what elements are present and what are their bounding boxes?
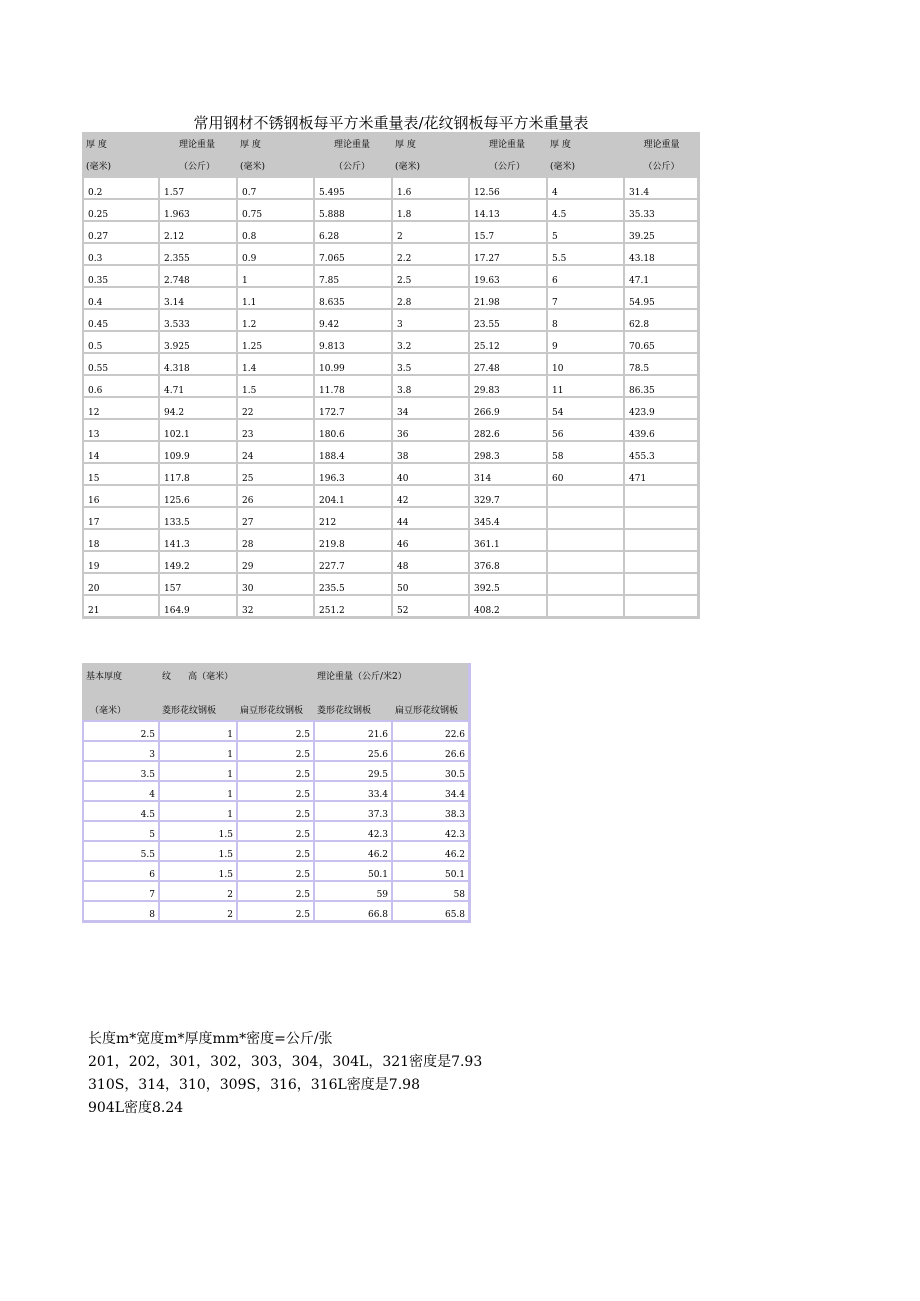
table-cell: 56	[546, 418, 623, 440]
table-cell: 46.2	[391, 840, 468, 860]
table-cell: 0.4	[82, 286, 158, 308]
table-cell: 30	[236, 572, 313, 594]
table-row	[82, 550, 700, 572]
table-cell: 16	[82, 484, 158, 506]
table-row	[82, 418, 700, 440]
table-cell: 34	[391, 396, 468, 418]
table-cell: 21.6	[313, 720, 391, 740]
header-cell: (毫米)	[391, 154, 468, 176]
table-cell: 8	[546, 308, 623, 330]
table-cell: 172.7	[313, 396, 391, 418]
table-cell: 5.495	[313, 176, 391, 198]
table-row	[82, 572, 700, 594]
header-cell: （毫米）	[82, 687, 158, 720]
table-row	[82, 484, 700, 506]
table-cell: 58	[391, 880, 468, 900]
table-cell: 3	[391, 308, 468, 330]
table-cell: 4	[546, 176, 623, 198]
table-row	[82, 740, 468, 760]
table-row	[82, 900, 468, 920]
table-cell: 65.8	[391, 900, 468, 920]
table-cell: 17	[82, 506, 158, 528]
table-cell: 25.6	[313, 740, 391, 760]
table-cell: 21.98	[468, 286, 546, 308]
table-cell: 13	[82, 418, 158, 440]
table-cell: 58	[546, 440, 623, 462]
table-cell: 1.25	[236, 330, 313, 352]
table-cell: 125.6	[158, 484, 236, 506]
table-cell: 86.35	[623, 374, 700, 396]
header-cell: 菱形花纹钢板	[313, 687, 391, 720]
table-cell: 42.3	[313, 820, 391, 840]
table-cell: 1.4	[236, 352, 313, 374]
header-cell: （公斤）	[313, 154, 391, 176]
table-cell: 46	[391, 528, 468, 550]
table-cell: 26.6	[391, 740, 468, 760]
table-cell: 1.2	[236, 308, 313, 330]
table-cell: 42.3	[391, 820, 468, 840]
table-row	[82, 220, 700, 242]
table-cell: 47.1	[623, 264, 700, 286]
header-cell: （公斤）	[623, 154, 700, 176]
header-cell: 厚 度	[82, 132, 158, 154]
table-cell: 7	[82, 880, 158, 900]
table-cell: 141.3	[158, 528, 236, 550]
table-cell: 1	[158, 740, 236, 760]
table-cell: 0.35	[82, 264, 158, 286]
table-cell: 3.5	[82, 760, 158, 780]
table-cell: 70.65	[623, 330, 700, 352]
table-cell: 1.1	[236, 286, 313, 308]
table-cell	[623, 594, 700, 619]
table-cell: 376.8	[468, 550, 546, 572]
table-cell: 8	[82, 900, 158, 920]
table-row	[82, 242, 700, 264]
table-cell: 22.6	[391, 720, 468, 740]
table-cell: 219.8	[313, 528, 391, 550]
density-notes	[88, 1028, 482, 1120]
table-cell: 345.4	[468, 506, 546, 528]
table-cell: 23	[236, 418, 313, 440]
table-cell: 423.9	[623, 396, 700, 418]
table-cell: 392.5	[468, 572, 546, 594]
table-cell: 11	[546, 374, 623, 396]
table-cell: 408.2	[468, 594, 546, 619]
table-header-row	[82, 154, 700, 176]
table-row	[82, 374, 700, 396]
table-cell: 31.4	[623, 176, 700, 198]
table-row	[82, 528, 700, 550]
table-cell: 42	[391, 484, 468, 506]
header-cell-base-thickness: 基本厚度	[82, 663, 158, 687]
table-cell: 54	[546, 396, 623, 418]
table-cell: 109.9	[158, 440, 236, 462]
header-cell: 理论重量	[158, 132, 236, 154]
table-cell	[623, 572, 700, 594]
table-cell: 10.99	[313, 352, 391, 374]
table-cell: 6	[546, 264, 623, 286]
table-cell: 26	[236, 484, 313, 506]
table-row	[82, 840, 468, 860]
table-cell: 5	[546, 220, 623, 242]
table-cell: 54.95	[623, 286, 700, 308]
table-cell	[623, 528, 700, 550]
table-cell: 204.1	[313, 484, 391, 506]
table-row	[82, 506, 700, 528]
table-cell: 2.5	[236, 840, 313, 860]
table-cell: 9.42	[313, 308, 391, 330]
table-row	[82, 462, 700, 484]
note-line: 904L密度8.24	[88, 1100, 184, 1116]
table-cell: 471	[623, 462, 700, 484]
table-header-row	[82, 132, 700, 154]
header-cell: （公斤）	[158, 154, 236, 176]
table-cell: 2.5	[236, 880, 313, 900]
table-cell: 78.5	[623, 352, 700, 374]
table-cell: 149.2	[158, 550, 236, 572]
table-cell: 1.5	[158, 820, 236, 840]
table-cell: 15	[82, 462, 158, 484]
table-cell: 34.4	[391, 780, 468, 800]
table-cell: 12	[82, 396, 158, 418]
table-cell: 329.7	[468, 484, 546, 506]
table-cell: 455.3	[623, 440, 700, 462]
table-cell: 50.1	[391, 860, 468, 880]
table-cell: 60	[546, 462, 623, 484]
table-cell: 282.6	[468, 418, 546, 440]
table-cell: 50	[391, 572, 468, 594]
table-cell: 33.4	[313, 780, 391, 800]
table-cell: 2.5	[391, 264, 468, 286]
table-cell: 9.813	[313, 330, 391, 352]
header-cell: 菱形花纹钢板	[158, 687, 236, 720]
table-cell: 2.2	[391, 242, 468, 264]
checkered-plate-weight-table	[82, 663, 471, 923]
table-cell: 1	[158, 760, 236, 780]
table-cell: 133.5	[158, 506, 236, 528]
table-cell: 2.5	[236, 760, 313, 780]
table-cell: 4.71	[158, 374, 236, 396]
table-cell: 22	[236, 396, 313, 418]
stainless-weight-table	[82, 132, 700, 619]
table-cell: 2.5	[236, 900, 313, 920]
table-cell: 3	[82, 740, 158, 760]
table-cell	[623, 484, 700, 506]
table-cell: 1.8	[391, 198, 468, 220]
table-cell	[546, 572, 623, 594]
table-cell: 27	[236, 506, 313, 528]
table-cell: 4.5	[82, 800, 158, 820]
table-cell: 0.45	[82, 308, 158, 330]
page-title: 常用钢材不锈钢板每平方米重量表/花纹钢板每平方米重量表	[193, 114, 589, 132]
header-cell: 厚 度	[236, 132, 313, 154]
table-cell: 36	[391, 418, 468, 440]
table-row	[82, 800, 468, 820]
table-cell: 5.5	[82, 840, 158, 860]
table-cell: 266.9	[468, 396, 546, 418]
table-cell: 0.25	[82, 198, 158, 220]
table-cell: 14.13	[468, 198, 546, 220]
table-cell: 439.6	[623, 418, 700, 440]
table-cell: 1.57	[158, 176, 236, 198]
table-cell: 1	[236, 264, 313, 286]
table-cell	[546, 506, 623, 528]
table-cell: 2.8	[391, 286, 468, 308]
table-cell: 0.5	[82, 330, 158, 352]
header-cell: 理论重量	[313, 132, 391, 154]
table-cell: 38	[391, 440, 468, 462]
table-cell: 24	[236, 440, 313, 462]
table-cell: 2.5	[236, 800, 313, 820]
table-cell: 314	[468, 462, 546, 484]
table-cell: 0.7	[236, 176, 313, 198]
table-cell: 1.5	[236, 374, 313, 396]
table-cell: 3.5	[391, 352, 468, 374]
table-cell: 7	[546, 286, 623, 308]
table-cell: 6	[82, 860, 158, 880]
table-cell: 8.635	[313, 286, 391, 308]
table-cell: 43.18	[623, 242, 700, 264]
table-cell: 15.7	[468, 220, 546, 242]
table-cell: 1.963	[158, 198, 236, 220]
table-cell: 39.25	[623, 220, 700, 242]
header-cell: 理论重量	[468, 132, 546, 154]
header-cell-theoretical-weight: 理论重量（公斤/米2）	[313, 663, 468, 687]
note-line: 201，202，301，302，303，304，304L，321密度是7.93	[88, 1054, 483, 1070]
table-cell: 2.5	[236, 860, 313, 880]
table-cell: 0.55	[82, 352, 158, 374]
table-cell: 227.7	[313, 550, 391, 572]
table-cell: 3.8	[391, 374, 468, 396]
table-row	[82, 880, 468, 900]
table-cell: 251.2	[313, 594, 391, 619]
table-cell: 29.5	[313, 760, 391, 780]
table-cell: 0.27	[82, 220, 158, 242]
table-cell: 2.5	[236, 780, 313, 800]
table-cell: 1.5	[158, 840, 236, 860]
table-cell: 30.5	[391, 760, 468, 780]
header-cell: 厚 度	[391, 132, 468, 154]
table-cell: 19	[82, 550, 158, 572]
table-cell: 2.12	[158, 220, 236, 242]
table-cell: 23.55	[468, 308, 546, 330]
table-cell: 11.78	[313, 374, 391, 396]
table-cell: 12.56	[468, 176, 546, 198]
table-cell: 157	[158, 572, 236, 594]
table-row	[82, 308, 700, 330]
table-cell: 0.8	[236, 220, 313, 242]
table-row	[82, 440, 700, 462]
table-cell: 25	[236, 462, 313, 484]
table-cell: 59	[313, 880, 391, 900]
table-cell: 0.9	[236, 242, 313, 264]
table-cell: 196.3	[313, 462, 391, 484]
table-row	[82, 594, 700, 619]
header-cell: 理论重量	[623, 132, 700, 154]
table-row	[82, 860, 468, 880]
table-cell	[623, 506, 700, 528]
table-cell: 7.065	[313, 242, 391, 264]
table-cell: 0.2	[82, 176, 158, 198]
table-cell: 3.925	[158, 330, 236, 352]
table-cell: 27.48	[468, 352, 546, 374]
header-cell: (毫米)	[546, 154, 623, 176]
table-cell: 2.5	[236, 720, 313, 740]
table-cell: 18	[82, 528, 158, 550]
header-cell: 扁豆形花纹钢板	[236, 687, 313, 720]
table-cell: 94.2	[158, 396, 236, 418]
table-cell: 1	[158, 720, 236, 740]
table-cell: 3.533	[158, 308, 236, 330]
table-cell: 21	[82, 594, 158, 619]
table-cell: 44	[391, 506, 468, 528]
header-cell: (毫米)	[236, 154, 313, 176]
table-cell: 164.9	[158, 594, 236, 619]
table-cell	[546, 594, 623, 619]
table-cell: 4.318	[158, 352, 236, 374]
table-cell: 66.8	[313, 900, 391, 920]
table-cell	[623, 550, 700, 572]
table-cell: 3.2	[391, 330, 468, 352]
table-cell: 10	[546, 352, 623, 374]
table-cell: 212	[313, 506, 391, 528]
table-cell: 0.3	[82, 242, 158, 264]
table-cell: 1	[158, 780, 236, 800]
table-row	[82, 352, 700, 374]
table-cell: 2	[158, 880, 236, 900]
table-cell: 4	[82, 780, 158, 800]
table-cell: 62.8	[623, 308, 700, 330]
table-cell: 5.888	[313, 198, 391, 220]
table-cell: 0.6	[82, 374, 158, 396]
header-cell: （公斤）	[468, 154, 546, 176]
table-cell: 298.3	[468, 440, 546, 462]
table-cell: 20	[82, 572, 158, 594]
table-cell: 1.5	[158, 860, 236, 880]
table-cell: 46.2	[313, 840, 391, 860]
table-cell: 5	[82, 820, 158, 840]
table-cell: 2.748	[158, 264, 236, 286]
table-row	[82, 820, 468, 840]
table-row	[82, 176, 700, 198]
table-cell: 3.14	[158, 286, 236, 308]
table-cell: 29.83	[468, 374, 546, 396]
table-cell: 6.28	[313, 220, 391, 242]
table-cell: 2	[158, 900, 236, 920]
table-cell: 188.4	[313, 440, 391, 462]
table-cell: 102.1	[158, 418, 236, 440]
table-cell: 361.1	[468, 528, 546, 550]
table-cell: 37.3	[313, 800, 391, 820]
table-cell: 2	[391, 220, 468, 242]
table-cell: 48	[391, 550, 468, 572]
table-cell: 2.5	[236, 740, 313, 760]
table-cell: 29	[236, 550, 313, 572]
table-cell: 52	[391, 594, 468, 619]
table-cell: 0.75	[236, 198, 313, 220]
table-cell	[546, 528, 623, 550]
table-cell: 50.1	[313, 860, 391, 880]
table-cell: 14	[82, 440, 158, 462]
table-cell: 7.85	[313, 264, 391, 286]
table-cell: 9	[546, 330, 623, 352]
table-cell: 180.6	[313, 418, 391, 440]
table-cell: 235.5	[313, 572, 391, 594]
table-cell: 17.27	[468, 242, 546, 264]
table-header-row	[82, 687, 468, 720]
table-cell: 1	[158, 800, 236, 820]
table-row	[82, 720, 468, 740]
table-cell: 2.355	[158, 242, 236, 264]
header-cell-pattern-height: 纹 高（毫米）	[158, 663, 313, 687]
table-cell: 38.3	[391, 800, 468, 820]
table-header-row	[82, 663, 468, 687]
table-cell: 25.12	[468, 330, 546, 352]
table-cell: 1.6	[391, 176, 468, 198]
table-cell: 2.5	[82, 720, 158, 740]
table-cell: 40	[391, 462, 468, 484]
table-cell: 19.63	[468, 264, 546, 286]
note-line: 长度m*宽度m*厚度mm*密度=公斤/张	[88, 1031, 333, 1047]
table-row	[82, 780, 468, 800]
header-cell: 扁豆形花纹钢板	[391, 687, 468, 720]
table-cell: 28	[236, 528, 313, 550]
header-cell: 厚 度	[546, 132, 623, 154]
table-row	[82, 760, 468, 780]
table-row	[82, 396, 700, 418]
table-cell: 4.5	[546, 198, 623, 220]
table-cell: 32	[236, 594, 313, 619]
table-row	[82, 286, 700, 308]
note-line: 310S，314，310，309S，316，316L密度是7.98	[88, 1077, 420, 1093]
table-cell: 35.33	[623, 198, 700, 220]
table-row	[82, 264, 700, 286]
table-cell	[546, 484, 623, 506]
table-cell	[546, 550, 623, 572]
header-cell: (毫米)	[82, 154, 158, 176]
table-row	[82, 198, 700, 220]
table-cell: 117.8	[158, 462, 236, 484]
table-cell: 5.5	[546, 242, 623, 264]
table-cell: 2.5	[236, 820, 313, 840]
table-row	[82, 330, 700, 352]
